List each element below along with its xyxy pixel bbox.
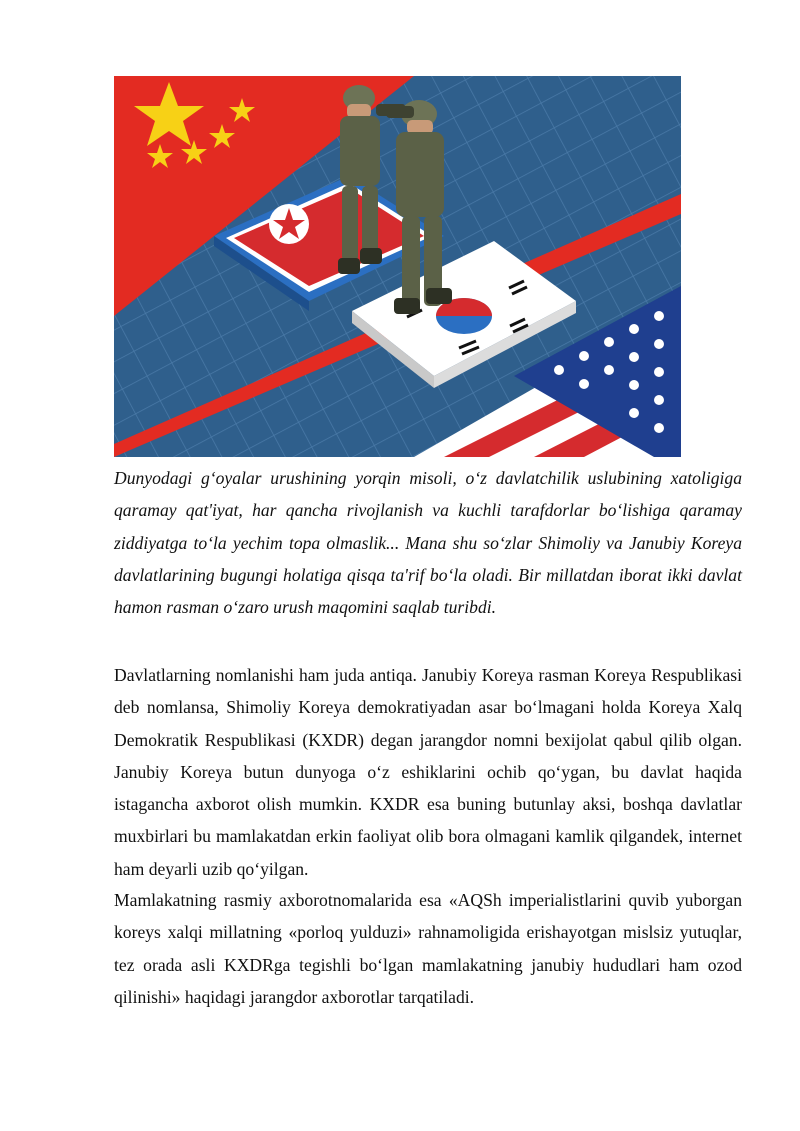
illustration-korea-conflict bbox=[114, 76, 681, 457]
illustration-svg bbox=[114, 76, 681, 457]
image-caption: Dunyodagi g‘oyalar urushining yorqin misoli, o‘z davlatchilik uslubining xatoligiga qaramay qat'iyat, har qancha rivojlanish va kuchli tarafdorlar bo‘lishiga qaramay ziddiyatga to‘la yechim topa olmaslik... Mana shu so‘zlar Shimoliy va Janubiy Koreya davlatlarining bugungi holatiga qisqa ta'rif bo‘la oladi. Bir millatdan iborat ikki davlat hamon rasman o‘zaro urush maqomini saqlab turibdi. bbox=[114, 468, 742, 618]
paragraph-propaganda: Mamlakatning rasmiy axborotnomalarida esa «AQSh imperialistlarini quvib yuborgan koreys xalqi millatning «porloq yulduzi» rahnamoligida erishayotgan mislsiz yutuqlar, tez orada asli KXDRga tegishli bo‘lgan mamlakatning janubiy hududlari ham ozod qilinishi» haqidagi jarangdor axborotlar tarqatiladi. bbox=[114, 890, 742, 1007]
paragraph-names: Davlatlarning nomlanishi ham juda antiqa. Janubiy Koreya rasman Koreya Respublikasi deb nomlansa, Shimoliy Koreya demokratiyadan asar bo‘lmagani holda Koreya Xalq Demokratik Respublikasi (KXDR) degan jarangdor nomni bexijolat qabul qilib olgan. Janubiy Koreya butun dunyoga o‘z eshiklarini ochib qo‘ygan, bu davlat haqida istagancha axborot olish mumkin. KXDR esa buning butunlay aksi, boshqa davlatlar muxbirlari bu mamlakatdan erkin faoliyat olib bora olmagani kamlik qilgandek, internet ham deyarli uzib qo‘yilgan. bbox=[114, 665, 742, 879]
